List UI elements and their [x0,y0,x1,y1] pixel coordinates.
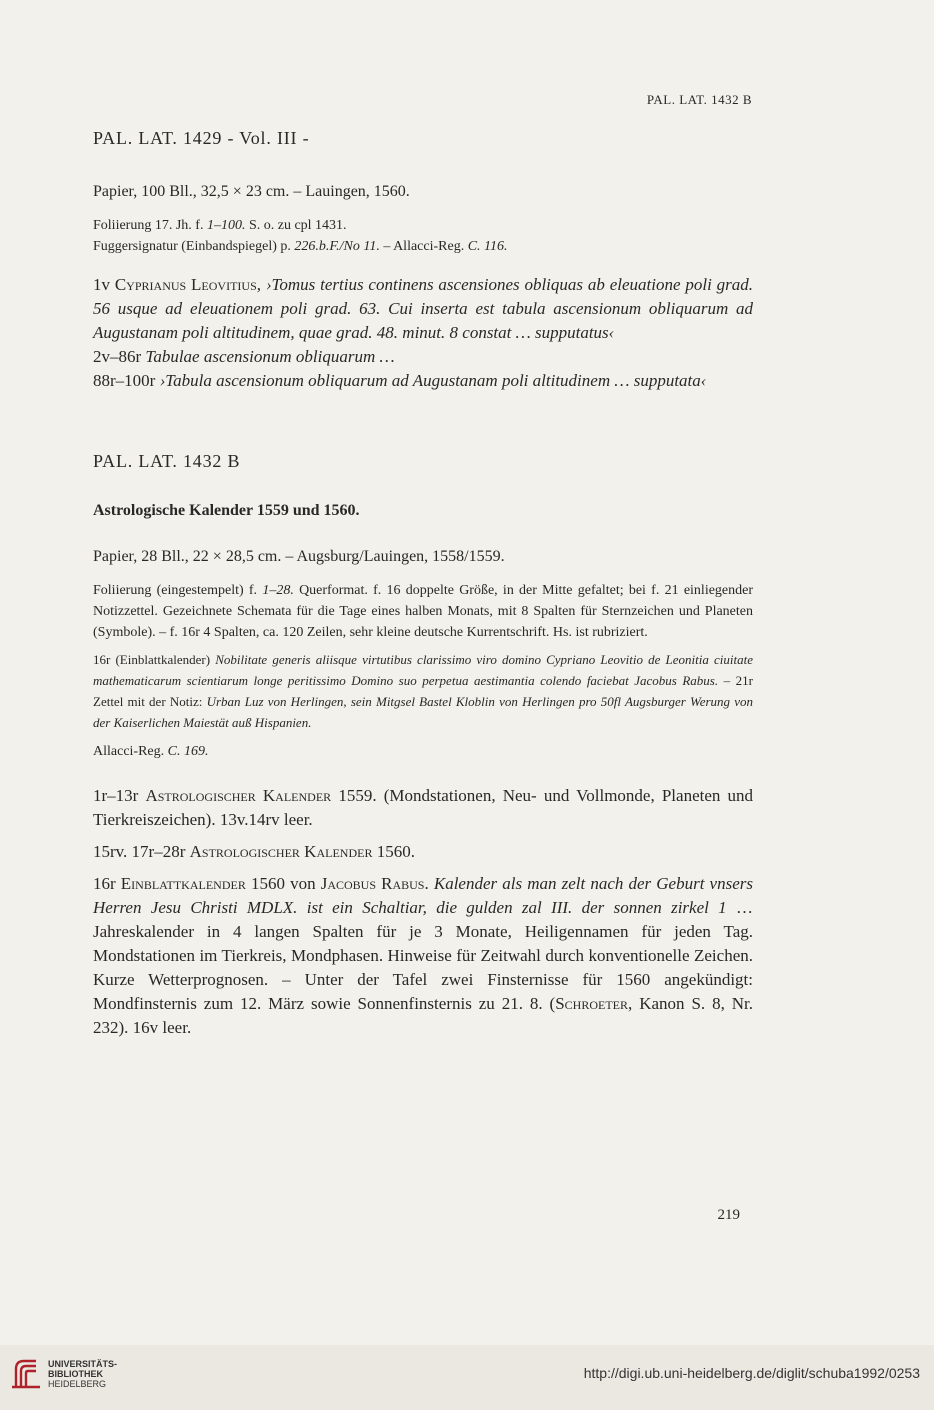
logo-line-2: BIBLIOTHEK [48,1369,103,1379]
entry2-item2 [93,840,753,864]
entry2-foliation-b: Querformat. f. 16 doppelte Größe, in der Mitte gefaltet; bei f. 21 einliegender Notizzettel. Gezeichnete Schemata für die Tage eines halben Monats, mit 8 Spalten für Sternzeichen und Planeten (Symbole). – f. 16r 4 Spalten, ca. 120 Zeilen, sehr kleine deutsche Kurrentschrift. Hs. ist rubriziert. [93,583,754,640]
footer-bar [0,1345,934,1410]
entry1-description: Papier, 100 Bll., 32,5 × 23 cm. – Lauingen, 1560. [93,183,410,200]
logo-line-3: HEIDELBERG [48,1379,107,1389]
entry2-item3-title: Einblattkalender [120,874,246,893]
entry2-item3-mid: 1560 von [250,874,316,893]
entry2-item3-cite: Schroeter, [555,994,633,1013]
entry2-foliation [93,580,753,643]
entry1-item1-author: Cyprianus Leovitius, [114,275,261,294]
entry2-note-latin: Nobilitate generis aliisque virtutibus clarissimo viro domino Cypriano Leovitio de Leonitia ciuitate mathematicarum scientiarum longe peritissimo Domino suo perpetua aestimantia colendo faciebat Jacobus Rabus. [93,652,753,688]
entry1-item1-ref: 1v [93,275,110,294]
entry2-item3-name: Jacobus Rabus. [320,874,429,893]
entry2-item1-text: 1559. (Mondstationen, Neu- und Vollmonde, Planeten und Tierkreiszeichen). 13v.14rv leer. [93,786,754,829]
entry2-item1-ref: 1r–13r [93,786,139,805]
entry2-item3-ref: 16r [93,874,116,893]
entry2-item2-text: 1560. [376,842,415,861]
entry1-foliation-b: S. o. zu cpl 1431. [248,218,347,233]
entry2-note [93,649,753,733]
running-head: PAL. LAT. 1432 B [646,92,752,107]
entry2-allacci-b: C. 169. [167,744,209,759]
entry1-fugger-c: C. 116. [467,239,508,254]
entry2-description: Papier, 28 Bll., 22 × 28,5 cm. – Augsburg/Lauingen, 1558/1559. [93,548,505,565]
entry2-item3 [93,872,753,1040]
entry1-item2-ref: 2v–86r [93,347,142,366]
entry2-item2-title: Astrologischer Kalender [189,842,373,861]
entry2-item3-latin: Kalender als man zelt nach der Geburt vnsers Herren Jesu Christi MDLX. ist ein Schaltiar, die gulden zal III. der sonnen zirkel 1 [93,874,753,917]
entry1-item3-ref: 88r–100r [93,371,156,390]
entry2-item3-end: Kanon S. 8, Nr. 232). 16v leer. [93,994,753,1037]
entry1-fugger-b: – Allacci-Reg. [383,239,465,254]
entry1-fugger-sig: 226.b.F./No 11. [294,239,380,254]
entry2-item1-title: Astrologischer Kalender [145,786,332,805]
entry1-title: PAL. LAT. 1429 - Vol. III - [93,128,310,148]
entry1-item3 [93,369,753,393]
entry1-foliation-range: 1–100. [206,218,246,233]
entry2-item1 [93,784,753,832]
entry2-note-b: – 21r Zettel mit der Notiz: [93,673,753,709]
logo-line-1: UNIVERSITÄTS- [48,1359,118,1369]
entry1-item2-text: Tabulae ascensionum obliquarum … [145,347,395,366]
page-number: 219 [717,1207,740,1223]
entry2-item2-ref: 15rv. 17r–28r [93,842,186,861]
library-logo[interactable] [10,1357,117,1391]
entry1-item1-text: ›Tomus tertius continens ascensiones obliquas ab eleuatione poli grad. 56 usque ad eleuationem poli grad. 63. Cui inserta est tabula ascensionum obliquarum ad Augustanam poli altitudinem, quae grad. 48. minut. 8 constat … supputatus‹ [93,275,754,342]
entry1-foliation-a: Foliierung 17. Jh. f. [93,218,204,233]
entry1-item2 [93,345,753,369]
entry1-item3-text: ›Tabula ascensionum obliquarum ad Augustanam poli altitudinem … supputata‹ [159,371,707,390]
library-logo-icon [10,1357,42,1391]
library-logo-text [48,1359,117,1389]
entry2-foliation-a: Foliierung (eingestempelt) f. [93,583,258,598]
entry2-allacci-a: Allacci-Reg. [93,744,165,759]
entry2-title: PAL. LAT. 1432 B [93,451,241,471]
entry2-foliation-range: 1–28. [262,583,294,598]
entry2-subtitle: Astrologische Kalender 1559 und 1560. [93,502,360,519]
entry1-foliation [93,215,753,236]
entry1-item1 [93,273,753,345]
entry1-fugger [93,236,753,257]
entry2-note-german: Urban Luz von Herlingen, sein Mitgsel Bastel Kloblin von Herlingen pro 50fl Augsburger Werung von der Kaiserlichen Maiestät auß Hispanien. [93,694,753,730]
catalog-content [93,128,753,1040]
entry2-item3-text: … Jahreskalender in 4 langen Spalten für je 3 Monate, Heiligennamen für jeden Tag. Mondstationen im Tierkreis, Mondphasen. Hinweise für Zeitwahl durch konventionelle Zeichen. Kurze Wetterprognosen. – Unter der Tafel zwei Finsternisse für 1560 angekündigt: Mondfinsternis zum 12. März sowie Sonnenfinsternis zu 21. 8. ( [93,898,754,1013]
entry2-note-a: 16r (Einblattkalender) [93,652,211,667]
permalink-url[interactable]: http://digi.ub.uni-heidelberg.de/diglit/schuba1992/0253 [583,1365,920,1381]
entry1-fugger-a: Fuggersignatur (Einbandspiegel) p. [93,239,291,254]
entry2-allacci [93,741,753,762]
